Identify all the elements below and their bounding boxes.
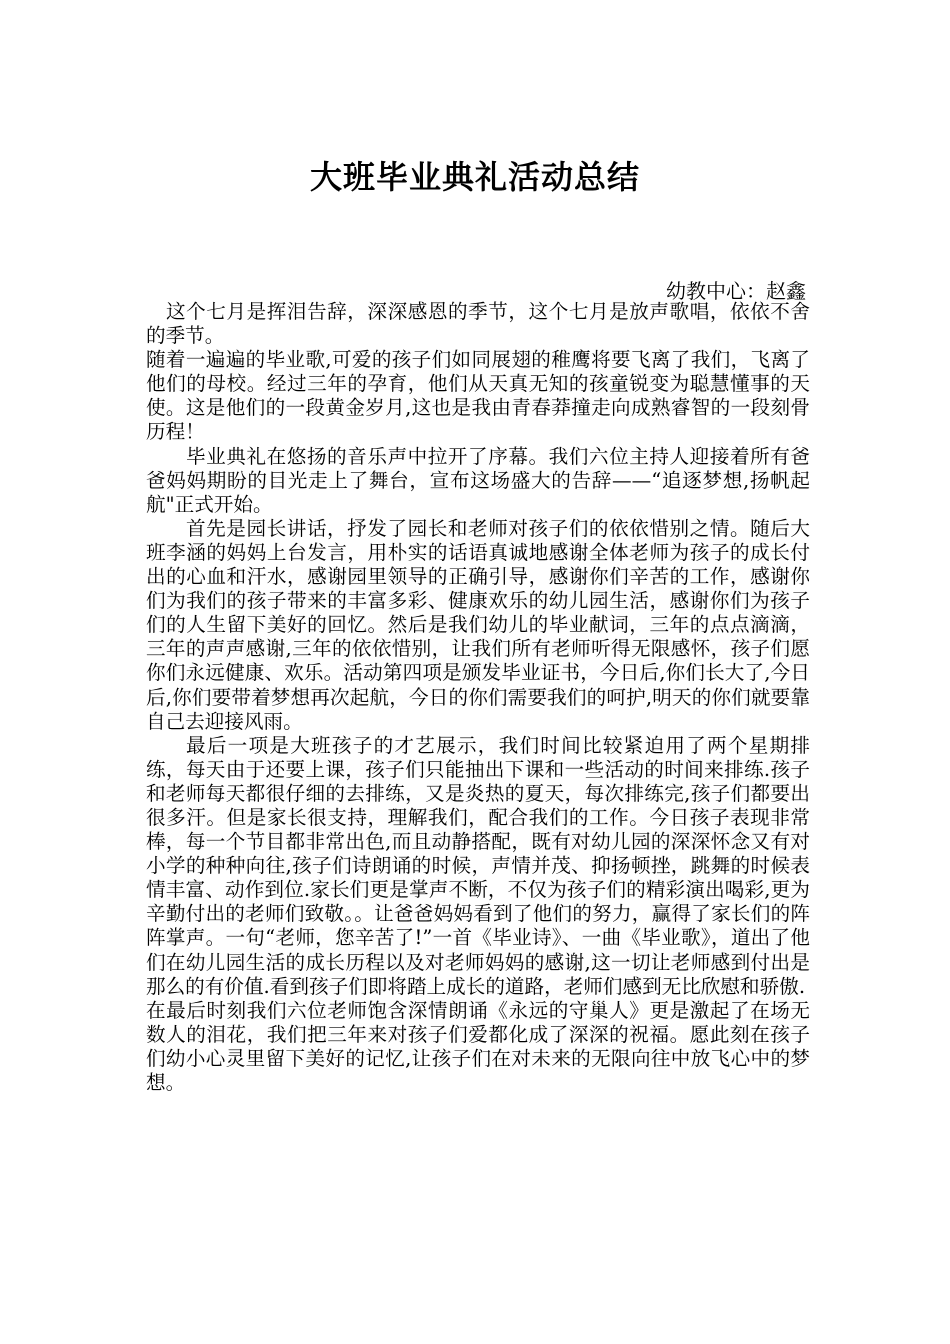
paragraph: 随着一遍遍的毕业歌,可爱的孩子们如同展翅的稚鹰将要飞离了我们，飞离了他们的母校。经过三年的孕育，他们从天真无知的孩童锐变为聪慧懂事的天使。这是他们的一段黄金岁月,这也是我由青春莽撞走向成熟睿智的一段刻骨历程！ bbox=[146, 348, 810, 444]
document-title: 大班毕业典礼活动总结 bbox=[309, 158, 640, 196]
paragraph: 最后一项是大班孩子的才艺展示，我们时间比较紧迫用了两个星期排练，每天由于还要上课，孩子们只能抽出下课和一些活动的时间来排练.孩子和老师每天都很仔细的去排练，又是炎热的夏天，每次排练完,孩子们都要出很多汗。但是家长很支持，理解我们，配合我们的工作。今日孩子表现非常棒，每一个节目都非常出色,而且动静搭配，既有对幼儿园的深深怀念又有对小学的种种向往,孩子们诗朗诵的时候，声情并茂、抑扬顿挫，跳舞的时候表情丰富、动作到位.家长们更是掌声不断，不仅为孩子们的精彩演出喝彩,更为辛勤付出的老师们致敬。。让爸爸妈妈看到了他们的努力，赢得了家长们的阵阵掌声。一句“老师，您辛苦了!”一首《毕业诗》、一曲《毕业歌》，道出了他们在幼儿园生活的成长历程以及对老师妈妈的感谢,这一切让老师感到付出是那么的有价值.看到孩子们即将踏上成长的道路，老师们感到无比欣慰和骄傲. bbox=[146, 733, 810, 998]
document-body bbox=[146, 300, 810, 1095]
paragraph: 这个七月是挥泪告辞，深深感恩的季节，这个七月是放声歌唱，依依不舍的季节。 bbox=[146, 300, 810, 348]
paragraph: 毕业典礼在悠扬的音乐声中拉开了序幕。我们六位主持人迎接着所有爸爸妈妈期盼的目光走上了舞台，宣布这场盛大的告辞——“追逐梦想,扬帆起航"正式开始。 bbox=[146, 444, 810, 516]
paragraph: 首先是园长讲话，抒发了园长和老师对孩子们的依依惜别之情。随后大班李涵的妈妈上台发言，用朴实的话语真诚地感谢全体老师为孩子的成长付出的心血和汗水，感谢园里领导的正确引导，感谢你们辛苦的工作，感谢你们为我们的孩子带来的丰富多彩、健康欢乐的幼儿园生活，感谢你们为孩子们的人生留下美好的回忆。然后是我们幼儿的毕业献词，三年的点点滴滴，三年的声声感谢,三年的依依惜别，让我们所有老师听得无限感怀，孩子们愿你们永远健康、欢乐。活动第四项是颁发毕业证书，今日后,你们长大了,今日后,你们要带着梦想再次起航，今日的你们需要我们的呵护,明天的你们就要靠自己去迎接风雨。 bbox=[146, 516, 810, 733]
author-line: 幼教中心：赵鑫 bbox=[666, 279, 806, 303]
paragraph: 在最后时刻我们六位老师饱含深情朗诵《永远的守巢人》更是激起了在场无数人的泪花，我们把三年来对孩子们爱都化成了深深的祝福。愿此刻在孩子们幼小心灵里留下美好的记忆,让孩子们在对未来的无限向往中放飞心中的梦想。 bbox=[146, 998, 810, 1094]
